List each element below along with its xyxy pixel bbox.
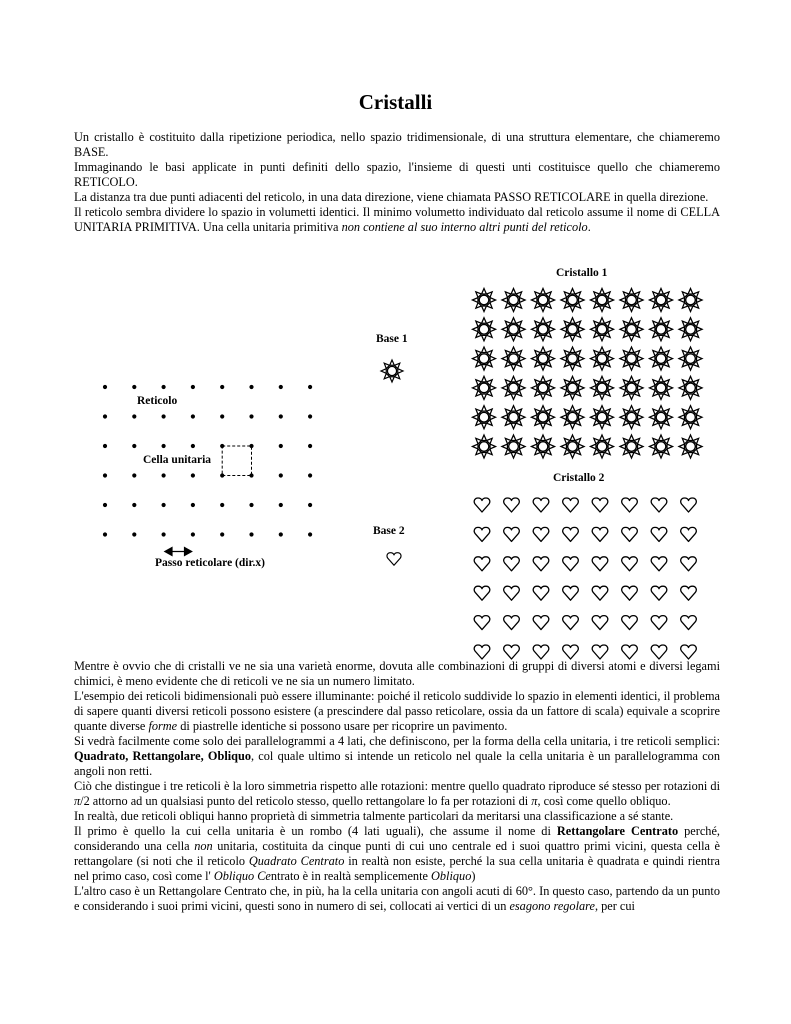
heart-icon bbox=[504, 498, 520, 512]
paragraph bbox=[74, 689, 720, 734]
sun-icon bbox=[531, 318, 554, 341]
lattice-point bbox=[220, 385, 224, 389]
italic-text: forme bbox=[148, 719, 178, 733]
label-base-1: Base 1 bbox=[376, 333, 408, 345]
lattice-point bbox=[132, 444, 136, 448]
sun-icon bbox=[590, 435, 613, 458]
heart-icon bbox=[474, 616, 490, 630]
lattice-point bbox=[103, 444, 107, 448]
body-text bbox=[74, 659, 720, 914]
heart-icon bbox=[504, 616, 520, 630]
lattice-point bbox=[162, 444, 166, 448]
lattice-point bbox=[162, 414, 166, 418]
heart-icon bbox=[592, 527, 608, 541]
italic-text: Obliquo bbox=[431, 869, 472, 883]
sun-icon bbox=[472, 347, 495, 370]
heart-icon bbox=[681, 527, 697, 541]
lattice-point bbox=[103, 503, 107, 507]
heart-icon bbox=[474, 527, 490, 541]
heart-icon bbox=[651, 616, 667, 630]
heart-icon bbox=[622, 616, 638, 630]
bold-text: Rettangolare Centrato bbox=[556, 824, 679, 838]
intro-text bbox=[74, 130, 720, 235]
sun-icon bbox=[620, 406, 643, 429]
paragraph bbox=[74, 130, 720, 160]
sun-icon bbox=[472, 288, 495, 311]
heart-icon bbox=[474, 645, 490, 659]
lattice-point bbox=[249, 532, 253, 536]
lattice-point bbox=[162, 473, 166, 477]
text-run: in realtà non esiste, perché la sua cella unitaria è quadrata e quindi rientra nel primo caso, così come l' bbox=[74, 854, 720, 883]
heart-icon bbox=[681, 586, 697, 600]
heart-icon bbox=[533, 527, 549, 541]
lattice-point bbox=[191, 503, 195, 507]
sun-icon bbox=[679, 435, 702, 458]
sun-icon bbox=[590, 376, 613, 399]
text-run: Immaginando le basi applicate in punti definiti dello spazio, l'insieme di questi unti costituisce quello che chiameremo RETICOLO. bbox=[74, 160, 720, 189]
lattice-point bbox=[191, 414, 195, 418]
sun-icon bbox=[590, 318, 613, 341]
paragraph bbox=[74, 734, 720, 779]
heart-icon bbox=[681, 616, 697, 630]
sun-icon bbox=[531, 347, 554, 370]
sun-icon bbox=[502, 318, 525, 341]
lattice-point bbox=[191, 444, 195, 448]
heart-icon bbox=[592, 557, 608, 571]
paragraph bbox=[74, 659, 720, 689]
lattice-point bbox=[191, 532, 195, 536]
italic-text: π bbox=[531, 794, 538, 808]
lattice-point bbox=[103, 532, 107, 536]
sun-icon bbox=[502, 406, 525, 429]
text-run: , per cui bbox=[594, 899, 635, 913]
text-run: In realtà, due reticoli obliqui hanno proprietà di simmetria talmente particolari da meritarsi una classificazione a sé stante. bbox=[74, 809, 674, 823]
sun-icon bbox=[561, 406, 584, 429]
lattice-point bbox=[191, 473, 195, 477]
sun-icon bbox=[381, 360, 403, 382]
lattice-point bbox=[132, 532, 136, 536]
sun-icon bbox=[649, 406, 672, 429]
sun-icon bbox=[472, 318, 495, 341]
lattice-point bbox=[249, 385, 253, 389]
text-run: Un cristallo è costituito dalla ripetizione periodica, nello spazio tridimensionale, di una struttura elementare, che chiameremo BASE. bbox=[74, 130, 720, 159]
italic-text: π bbox=[74, 794, 81, 808]
text-run: L'esempio dei reticoli bidimensionali può essere illuminante: poiché il reticolo suddivide lo spazio in elementi identici, il problema di sapere quanti diversi reticoli possono esistere (a prescindere dal passo reticolare, ossia da un fattore di scala) equivale a scoprire quante diverse bbox=[74, 689, 720, 733]
heart-icon bbox=[592, 498, 608, 512]
label-reticolo: Reticolo bbox=[137, 395, 178, 407]
heart-icon bbox=[563, 645, 579, 659]
heart-icon bbox=[504, 586, 520, 600]
heart-icon bbox=[592, 586, 608, 600]
lattice-point bbox=[132, 473, 136, 477]
sun-icon bbox=[649, 318, 672, 341]
sun-icon bbox=[561, 288, 584, 311]
heart-icon bbox=[504, 645, 520, 659]
lattice-point bbox=[279, 414, 283, 418]
heart-icon bbox=[681, 645, 697, 659]
lattice-point bbox=[162, 385, 166, 389]
heart-icon bbox=[651, 527, 667, 541]
sun-icon bbox=[502, 288, 525, 311]
lattice-point bbox=[132, 385, 136, 389]
lattice-point bbox=[279, 503, 283, 507]
text-run: di piastrelle identiche si possono usare per ricoprire un pavimento. bbox=[177, 719, 508, 733]
sun-icon bbox=[679, 288, 702, 311]
text-run: perché, considerando una cella bbox=[74, 824, 720, 853]
text-run: , col quale ultimo si intende un reticolo nel quale la cella unitaria è un parallelogramma con angoli non retti. bbox=[74, 749, 720, 778]
lattice-point bbox=[249, 414, 253, 418]
bold-text: Quadrato, Rettangolare, Obliquo bbox=[74, 749, 251, 763]
sun-icon bbox=[561, 435, 584, 458]
italic-text: non bbox=[194, 839, 213, 853]
sun-icon bbox=[380, 359, 404, 383]
lattice-point bbox=[191, 385, 195, 389]
lattice-point bbox=[279, 444, 283, 448]
heart-icon bbox=[504, 527, 520, 541]
sun-icon bbox=[590, 347, 613, 370]
heart-icon bbox=[563, 557, 579, 571]
heart-icon bbox=[385, 550, 403, 568]
sun-icon bbox=[502, 376, 525, 399]
text-run: L'altro caso è un Rettangolare Centrato che, in più, ha la cella unitaria con angoli acuti di 60°. In questo caso, partendo da un punto e considerando i suoi primi vicini, questi sono in numero di sei, collocati ai vertici di un bbox=[74, 884, 720, 913]
lattice-point bbox=[162, 503, 166, 507]
lattice-diagram bbox=[95, 375, 325, 565]
sun-icon bbox=[679, 406, 702, 429]
text-run: ntrato è in realtà semplicemente bbox=[270, 869, 432, 883]
lattice-point bbox=[308, 414, 312, 418]
lattice-point bbox=[308, 385, 312, 389]
paragraph bbox=[74, 205, 720, 235]
heart-icon bbox=[474, 586, 490, 600]
paragraph bbox=[74, 809, 720, 824]
label-cella-unitaria: Cella unitaria bbox=[143, 454, 212, 466]
lattice-point bbox=[103, 473, 107, 477]
lattice-point bbox=[308, 503, 312, 507]
heart-icon bbox=[563, 498, 579, 512]
sun-icon bbox=[472, 406, 495, 429]
sun-icon bbox=[620, 318, 643, 341]
text-run: . bbox=[587, 220, 591, 234]
lattice-point bbox=[103, 414, 107, 418]
heart-icon bbox=[622, 645, 638, 659]
paragraph bbox=[74, 190, 720, 205]
sun-icon bbox=[649, 288, 672, 311]
double-arrow-icon bbox=[164, 547, 193, 557]
sun-icon bbox=[679, 376, 702, 399]
heart-icon bbox=[533, 498, 549, 512]
lattice-point bbox=[279, 473, 283, 477]
heart-icon bbox=[563, 616, 579, 630]
paragraph bbox=[74, 160, 720, 190]
heart-icon bbox=[533, 616, 549, 630]
text-run: unitaria, costituita da cinque punti di cui uno centrale ed i suoi quattro primi vicini, questa cella è rettangolare (si noti che il reticolo bbox=[74, 839, 721, 868]
text-run: Il reticolo sembra dividere lo spazio in volumetti identici. Il minimo volumetto individuato dal reticolo assume il nome di CELLA UNITARIA PRIMITIVA. Una cella unitaria primitiva bbox=[74, 205, 720, 234]
lattice-point bbox=[103, 385, 107, 389]
italic-text: non contiene al suo interno altri punti del reticolo bbox=[341, 220, 588, 234]
paragraph bbox=[74, 824, 720, 884]
crystal-2-grid bbox=[470, 494, 715, 664]
heart-icon bbox=[651, 645, 667, 659]
heart-icon bbox=[651, 498, 667, 512]
sun-icon bbox=[531, 435, 554, 458]
heart-icon bbox=[533, 645, 549, 659]
lattice-point bbox=[220, 414, 224, 418]
sun-icon bbox=[531, 288, 554, 311]
text-run: Si vedrà facilmente come solo dei parallelogrammi a 4 lati, che definiscono, per la forma della cella unitaria, i tre reticoli semplici: bbox=[74, 734, 720, 748]
text-run: , così come quello obliquo. bbox=[537, 794, 671, 808]
sun-icon bbox=[472, 435, 495, 458]
crystal-1-grid bbox=[470, 286, 715, 466]
label-cristallo-2: Cristallo 2 bbox=[553, 472, 605, 484]
heart-icon bbox=[651, 586, 667, 600]
lattice-point bbox=[220, 532, 224, 536]
text-run: La distanza tra due punti adiacenti del reticolo, in una data direzione, viene chiamata PASSO RETICOLARE in quella direzione. bbox=[74, 190, 709, 204]
lattice-point bbox=[132, 503, 136, 507]
lattice-point bbox=[308, 532, 312, 536]
italic-text: esagono regolare bbox=[509, 899, 595, 913]
sun-icon bbox=[561, 347, 584, 370]
lattice-point bbox=[279, 385, 283, 389]
heart-icon bbox=[533, 586, 549, 600]
sun-icon bbox=[590, 288, 613, 311]
sun-icon bbox=[531, 376, 554, 399]
paragraph bbox=[74, 884, 720, 914]
sun-icon bbox=[620, 288, 643, 311]
sun-icon bbox=[590, 406, 613, 429]
heart-icon bbox=[592, 616, 608, 630]
lattice-point bbox=[308, 444, 312, 448]
sun-icon bbox=[679, 347, 702, 370]
italic-text: Quadrato Centrato bbox=[248, 854, 345, 868]
text-run: Il primo è quello la cui cella unitaria è un rombo (4 lati uguali), che assume il nome di bbox=[74, 824, 557, 838]
sun-icon bbox=[561, 318, 584, 341]
heart-icon bbox=[622, 586, 638, 600]
heart-icon bbox=[563, 527, 579, 541]
heart-icon bbox=[622, 527, 638, 541]
text-run: Mentre è ovvio che di cristalli ve ne sia una varietà enorme, dovuta alle combinazioni di gruppi di diversi atomi e diversi legami chimici, è meno evidente che di reticoli ve ne sia un numero limitato. bbox=[74, 659, 720, 688]
heart-icon bbox=[474, 498, 490, 512]
text-run: ) bbox=[471, 869, 476, 883]
paragraph bbox=[74, 779, 720, 809]
heart-icon bbox=[387, 553, 401, 566]
label-cristallo-1: Cristallo 1 bbox=[556, 267, 608, 279]
heart-icon bbox=[563, 586, 579, 600]
heart-icon bbox=[651, 557, 667, 571]
sun-icon bbox=[531, 406, 554, 429]
sun-icon bbox=[620, 347, 643, 370]
heart-icon bbox=[474, 557, 490, 571]
sun-icon bbox=[620, 435, 643, 458]
sun-icon bbox=[679, 318, 702, 341]
lattice-point bbox=[308, 473, 312, 477]
sun-icon bbox=[620, 376, 643, 399]
lattice-point bbox=[249, 503, 253, 507]
label-base-2: Base 2 bbox=[373, 525, 405, 537]
text-run: Ciò che distingue i tre reticoli è la loro simmetria rispetto alle rotazioni: mentre quello quadrato riproduce sé stesso per rotazioni di bbox=[74, 779, 720, 793]
lattice-point bbox=[220, 503, 224, 507]
heart-icon bbox=[533, 557, 549, 571]
heart-icon bbox=[681, 557, 697, 571]
label-passo-reticolare: Passo reticolare (dir.x) bbox=[155, 557, 265, 569]
text-run: /2 attorno ad un qualsiasi punto del reticolo stesso, quello rettangolare lo fa per rotazioni di bbox=[80, 794, 532, 808]
sun-icon bbox=[561, 376, 584, 399]
heart-icon bbox=[681, 498, 697, 512]
unit-cell-outline bbox=[222, 446, 251, 476]
sun-icon bbox=[649, 347, 672, 370]
sun-icon bbox=[502, 347, 525, 370]
sun-icon bbox=[472, 376, 495, 399]
sun-icon bbox=[649, 435, 672, 458]
heart-icon bbox=[622, 498, 638, 512]
page-title: Cristalli bbox=[358, 90, 433, 114]
lattice-point bbox=[279, 532, 283, 536]
heart-icon bbox=[622, 557, 638, 571]
sun-icon bbox=[649, 376, 672, 399]
lattice-point bbox=[132, 414, 136, 418]
lattice-point bbox=[162, 532, 166, 536]
sun-icon bbox=[502, 435, 525, 458]
heart-icon bbox=[504, 557, 520, 571]
italic-text: Obliquo Ce bbox=[213, 869, 271, 883]
heart-icon bbox=[592, 645, 608, 659]
